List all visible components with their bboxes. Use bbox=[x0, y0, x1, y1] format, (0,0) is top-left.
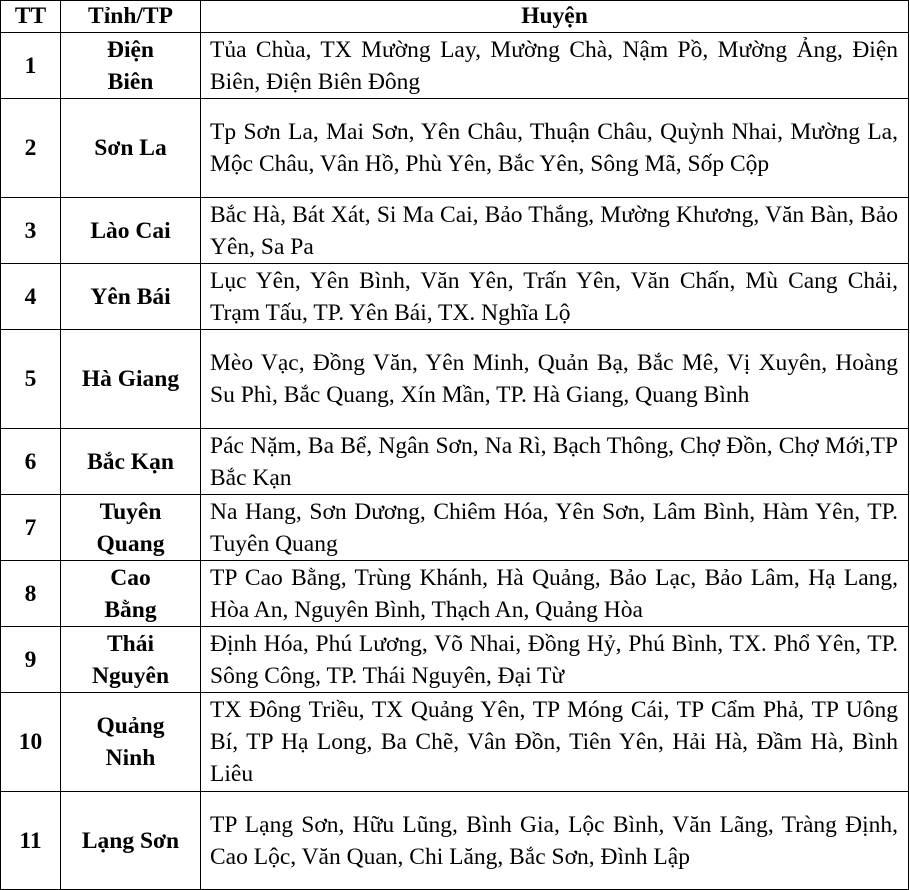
table-row bbox=[1, 561, 909, 627]
district-list: Na Hang, Sơn Dương, Chiêm Hóa, Yên Sơn, Lâm Bình, Hàm Yên, TP. Tuyên Quang bbox=[201, 495, 909, 561]
header-tinh: Tỉnh/TP bbox=[61, 1, 201, 33]
province-name: Lào Cai bbox=[61, 198, 201, 264]
province-name: Lạng Sơn bbox=[61, 792, 201, 890]
table-row bbox=[1, 198, 909, 264]
row-number: 8 bbox=[1, 561, 61, 627]
header-tt: TT bbox=[1, 1, 61, 33]
province-name: Quảng Ninh bbox=[61, 693, 201, 792]
district-list: TP Cao Bằng, Trùng Khánh, Hà Quảng, Bảo Lạc, Bảo Lâm, Hạ Lang, Hòa An, Nguyên Bình, Thạch An, Quảng Hòa bbox=[201, 561, 909, 627]
table-row bbox=[1, 693, 909, 792]
header-row bbox=[1, 1, 909, 33]
row-number: 2 bbox=[1, 99, 61, 198]
table-row bbox=[1, 330, 909, 429]
table-row bbox=[1, 429, 909, 495]
province-name: Yên Bái bbox=[61, 264, 201, 330]
table-row bbox=[1, 495, 909, 561]
row-number: 4 bbox=[1, 264, 61, 330]
district-list: Bắc Hà, Bát Xát, Si Ma Cai, Bảo Thắng, Mường Khương, Văn Bàn, Bảo Yên, Sa Pa bbox=[201, 198, 909, 264]
row-number: 9 bbox=[1, 627, 61, 693]
district-list: TX Đông Triều, TX Quảng Yên, TP Móng Cái, TP Cẩm Phả, TP Uông Bí, TP Hạ Long, Ba Chẽ, Vân Đồn, Tiên Yên, Hải Hà, Đầm Hà, Bình Liêu bbox=[201, 693, 909, 792]
table-row bbox=[1, 33, 909, 99]
district-list: Tủa Chùa, TX Mường Lay, Mường Chà, Nậm Pồ, Mường Ảng, Điện Biên, Điện Biên Đông bbox=[201, 33, 909, 99]
district-list: Lục Yên, Yên Bình, Văn Yên, Trấn Yên, Văn Chấn, Mù Cang Chải, Trạm Tấu, TP. Yên Bái, TX. Nghĩa Lộ bbox=[201, 264, 909, 330]
district-list: TP Lạng Sơn, Hữu Lũng, Bình Gia, Lộc Bình, Văn Lãng, Tràng Định, Cao Lộc, Văn Quan, Chi Lăng, Bắc Sơn, Đình Lập bbox=[201, 792, 909, 890]
row-number: 1 bbox=[1, 33, 61, 99]
province-name: Sơn La bbox=[61, 99, 201, 198]
row-number: 5 bbox=[1, 330, 61, 429]
province-name: Tuyên Quang bbox=[61, 495, 201, 561]
district-list: Pác Nặm, Ba Bể, Ngân Sơn, Na Rì, Bạch Thông, Chợ Đồn, Chợ Mới,TP Bắc Kạn bbox=[201, 429, 909, 495]
row-number: 11 bbox=[1, 792, 61, 890]
row-number: 6 bbox=[1, 429, 61, 495]
province-name: Cao Bằng bbox=[61, 561, 201, 627]
province-name: Hà Giang bbox=[61, 330, 201, 429]
row-number: 3 bbox=[1, 198, 61, 264]
table-row bbox=[1, 792, 909, 890]
province-name: Bắc Kạn bbox=[61, 429, 201, 495]
row-number: 10 bbox=[1, 693, 61, 792]
province-name: Điện Biên bbox=[61, 33, 201, 99]
header-huyen: Huyện bbox=[201, 1, 909, 33]
district-list: Mèo Vạc, Đồng Văn, Yên Minh, Quản Bạ, Bắc Mê, Vị Xuyên, Hoàng Su Phì, Bắc Quang, Xín Mần, TP. Hà Giang, Quang Bình bbox=[201, 330, 909, 429]
province-name: Thái Nguyên bbox=[61, 627, 201, 693]
table-row bbox=[1, 627, 909, 693]
row-number: 7 bbox=[1, 495, 61, 561]
table-row bbox=[1, 264, 909, 330]
district-list: Định Hóa, Phú Lương, Võ Nhai, Đồng Hỷ, Phú Bình, TX. Phổ Yên, TP. Sông Công, TP. Thái Nguyên, Đại Từ bbox=[201, 627, 909, 693]
table-row bbox=[1, 99, 909, 198]
district-list: Tp Sơn La, Mai Sơn, Yên Châu, Thuận Châu, Quỳnh Nhai, Mường La, Mộc Châu, Vân Hồ, Phù Yên, Bắc Yên, Sông Mã, Sốp Cộp bbox=[201, 99, 909, 198]
